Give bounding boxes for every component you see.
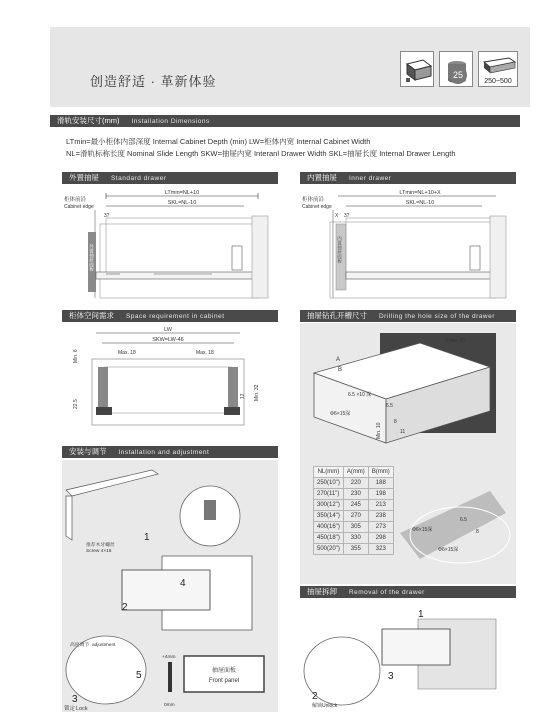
legend-line-2: NL=滑轨标称长度 Nominal Slide Length SKW=抽屉内宽 Interanl Drawer Width SKL=抽屉长度 Internal Drawer Length	[66, 149, 456, 158]
table-cell: 220	[343, 478, 368, 489]
table-cell: 250(10")	[314, 478, 344, 489]
removal-title: 抽屉拆卸	[307, 587, 337, 596]
install-adjust-title: 安装与调节	[69, 447, 107, 456]
removal-bar	[300, 586, 516, 598]
inner-drawer-title: 内置抽屉	[307, 173, 337, 182]
table-row	[314, 522, 394, 533]
table-cell: 230	[343, 489, 368, 500]
removal-step-3: 3	[388, 671, 394, 682]
table-cell: 355	[343, 544, 368, 555]
table-row	[314, 533, 394, 544]
removal-unlock-cn: 解锁	[312, 703, 323, 709]
table-cell: 500(20")	[314, 544, 344, 555]
table-cell: 350(14")	[314, 511, 344, 522]
install-step-5: 5	[136, 670, 142, 681]
table-cell: 323	[368, 544, 393, 555]
table-cell: 270	[343, 511, 368, 522]
space-req-bar	[62, 310, 278, 322]
space-max18-left: Max. 18	[118, 350, 136, 356]
install-front-en: Front panel	[208, 678, 240, 684]
drilling-detail-d65: 6.5	[460, 517, 467, 523]
standard-lt-label: LTmin=NL+10	[164, 190, 200, 196]
slide-length-icon	[478, 51, 518, 87]
space-min32: Min. 32	[254, 384, 260, 401]
inner-skl-label: SKL=NL-10	[405, 200, 435, 206]
table-cell: 245	[343, 500, 368, 511]
space-lw: LW	[164, 327, 172, 333]
table-cell: 298	[368, 533, 393, 544]
inner-edge-en: Cabinet edge	[302, 204, 332, 210]
table-row	[314, 489, 394, 500]
nl-table-header-nl: NL(mm)	[314, 467, 344, 478]
table-row	[314, 500, 394, 511]
install-rail	[66, 470, 158, 496]
inner-dim-x: X	[335, 213, 339, 219]
table-cell: 273	[368, 522, 393, 533]
drilling-title-en: Drilling the hole size of the drawer	[378, 313, 495, 320]
table-cell: 300(12")	[314, 500, 344, 511]
standard-slide-rail	[96, 272, 266, 279]
install-front-panel	[184, 656, 264, 692]
header-icons	[400, 51, 518, 87]
space-req-diagram	[62, 323, 278, 436]
inner-lt-label: LTmin=NL+10+X	[399, 190, 441, 196]
drilling-d8: 8	[394, 419, 397, 425]
install-lock-cn: 锁定	[64, 706, 76, 712]
install-dims-title-en: Installation Dimensions	[131, 118, 210, 125]
standard-drawer-bar	[62, 172, 278, 184]
load-weight-value: 25	[449, 66, 467, 84]
install-adjust-cn: 高度调节	[70, 643, 90, 648]
inner-drawer-bar	[300, 172, 516, 184]
space-dim-22-5: 22.5	[73, 399, 79, 409]
install-lock-en: Lock	[76, 706, 88, 712]
install-drawer	[122, 570, 210, 610]
space-min6: Min. 6	[73, 349, 79, 363]
install-adjust-bar	[62, 446, 278, 458]
removal-unlock-en: Unlock	[322, 703, 338, 709]
space-left-rail	[98, 367, 108, 413]
drilling-detail-r2: Φ6×15深	[412, 527, 433, 533]
drilling-detail-phi6: Φ6×15深	[438, 547, 459, 553]
standard-edge-cn: 柜体前沿	[64, 197, 87, 203]
load-weight-icon	[439, 51, 473, 87]
standard-drawer-title-en: Standard drawer	[110, 175, 167, 182]
header-banner	[50, 27, 530, 107]
table-cell: 450(18")	[314, 533, 344, 544]
drilling-title: 抽屉钻孔开槽尺寸	[307, 311, 367, 320]
removal-panel	[300, 599, 516, 712]
install-adjust-title-en: Installation and adjustment	[118, 449, 210, 456]
drilling-r25: R min 25	[445, 338, 466, 344]
header-title: 创造舒适 · 革新体验	[90, 74, 217, 89]
nl-table-header-a: A(mm)	[343, 467, 368, 478]
removal-step-1: 1	[418, 609, 424, 620]
drilling-bar	[300, 310, 516, 322]
drilling-d10: 6.5 ×10 深	[348, 392, 372, 398]
space-max18-right: Max. 18	[196, 350, 214, 356]
install-step-3: 3	[72, 694, 78, 705]
drilling-detail-d8: 8	[476, 529, 479, 535]
inner-side-text: 内置抽屉面板	[337, 236, 343, 263]
standard-side-text: 外置抽屉面板	[89, 244, 95, 271]
nl-table	[313, 466, 394, 555]
space-dim-12: 12	[240, 393, 246, 399]
space-req-title: 柜体空间需求	[69, 311, 114, 320]
table-cell: 238	[368, 511, 393, 522]
space-skw: SKW=LW-46	[152, 337, 184, 343]
install-dims-title: 滑轨安装尺寸(mm)	[57, 116, 120, 125]
drawer-box-icon	[400, 51, 434, 87]
inner-drawer-title-en: Inner drawer	[348, 175, 392, 182]
install-step-1: 1	[144, 532, 150, 543]
install-screw-en: Screw 4×16	[86, 549, 112, 554]
install-plus4: +4mm	[162, 655, 176, 660]
install-screw-cn: 推荐木牙螺丝	[86, 543, 115, 548]
space-req-title-en: Space requirement in cabinet	[125, 313, 225, 320]
install-step-4: 4	[180, 578, 186, 589]
inner-drawer-diagram	[300, 186, 516, 300]
table-row	[314, 478, 394, 489]
drilling-min10: Min. 10	[376, 422, 382, 439]
inner-slide-rail	[346, 272, 504, 279]
standard-dim-37: 37	[104, 213, 110, 219]
install-front-cn: 抽屉面板	[211, 668, 237, 674]
table-cell: 330	[343, 533, 368, 544]
inner-dim-37: 37	[344, 213, 350, 219]
removal-title-en: Removal of the drawer	[348, 589, 425, 596]
standard-edge-en: Cabinet edge	[64, 204, 94, 210]
standard-skl-label: SKL=NL-10	[167, 200, 197, 206]
inner-edge-cn: 柜体前沿	[302, 197, 325, 203]
nl-table-header	[314, 467, 394, 478]
drilling-b: B	[338, 367, 343, 373]
install-adjust-en: adjustment	[92, 643, 116, 648]
table-row	[314, 511, 394, 522]
drilling-a: A	[336, 357, 341, 363]
table-cell: 213	[368, 500, 393, 511]
install-adjust-panel	[62, 460, 278, 712]
table-row	[314, 544, 394, 555]
nl-table-header-b: B(mm)	[368, 467, 393, 478]
drilling-d65: 6.5	[386, 403, 393, 409]
table-cell: 188	[368, 478, 393, 489]
install-dims-bar	[50, 115, 520, 127]
install-zero: 0mm	[164, 703, 175, 708]
standard-drawer-diagram	[62, 186, 278, 300]
space-right-rail	[228, 367, 238, 413]
legend-line-1: LTmin=最小柜体内部深度 Internal Cabinet Depth (min) LW=柜体内宽 Internal Cabinet Width	[66, 137, 371, 146]
slide-length-label: 250~500	[484, 78, 512, 85]
table-cell: 305	[343, 522, 368, 533]
install-step-2: 2	[122, 602, 128, 613]
standard-drawer-title: 外置抽屉	[69, 173, 99, 182]
table-cell: 400(16")	[314, 522, 344, 533]
removal-step-2: 2	[312, 691, 318, 702]
table-cell: 270(11")	[314, 489, 344, 500]
removal-drawer	[382, 629, 450, 665]
drilling-phi6: Φ6×15深	[330, 411, 351, 417]
table-cell: 198	[368, 489, 393, 500]
drilling-d11: 11	[400, 429, 406, 435]
